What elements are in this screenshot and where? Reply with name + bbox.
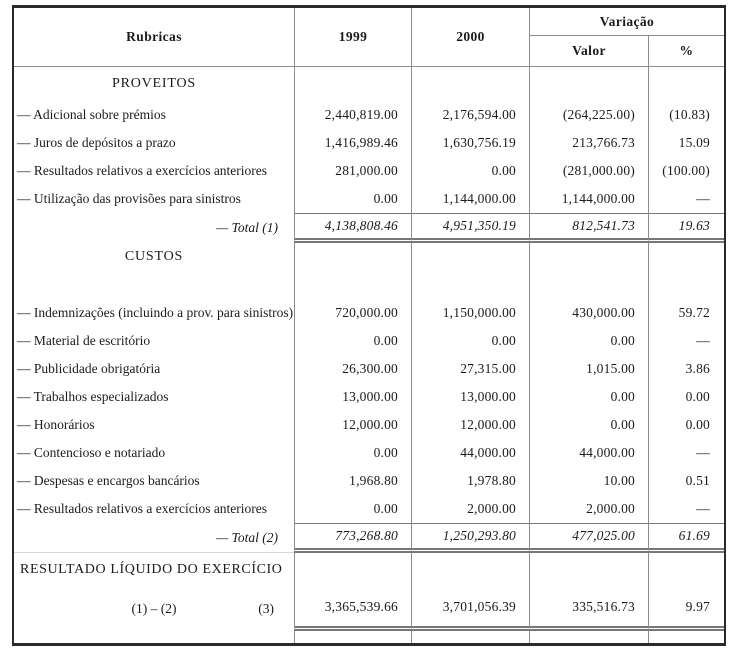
table-row — [14, 101, 724, 129]
variacao-pct: 19.63 — [648, 213, 724, 243]
table-row — [14, 355, 724, 383]
value-1999: 12,000.00 — [294, 411, 411, 439]
result-formula-cell — [14, 587, 294, 631]
rubrica-label: — Resultados relativos a exercícios anteriores — [17, 501, 268, 516]
table-header — [14, 8, 724, 67]
variacao-valor: 0.00 — [529, 383, 648, 411]
result-title: RESULTADO LÍQUIDO DO EXERCÍCIO — [20, 562, 283, 577]
variacao-pct: 9.97 — [648, 587, 724, 631]
variacao-pct: — — [648, 327, 724, 355]
rubrica-label: — Indemnizações (incluindo a prov. para sinistros) — [17, 305, 294, 320]
value-1999: 26,300.00 — [294, 355, 411, 383]
variacao-pct: — — [648, 185, 724, 213]
rubrica-label: — Resultados relativos a exercícios anteriores — [17, 163, 268, 178]
variacao-pct: (10.83) — [648, 101, 724, 129]
empty-cell — [294, 243, 411, 299]
variacao-valor: 213,766.73 — [529, 129, 648, 157]
total-label: — Total (2) — [14, 523, 294, 553]
value-2000: 1,630,756.19 — [411, 129, 529, 157]
variacao-valor: 430,000.00 — [529, 299, 648, 327]
section-title-cell — [14, 67, 294, 101]
variacao-valor: 1,144,000.00 — [529, 185, 648, 213]
total-row-1 — [14, 213, 724, 243]
value-2000: 0.00 — [411, 327, 529, 355]
empty-cell — [294, 67, 411, 101]
result-ref: (3) — [258, 601, 274, 616]
variacao-valor: 0.00 — [529, 327, 648, 355]
value-2000: 2,176,594.00 — [411, 101, 529, 129]
variacao-pct: 61.69 — [648, 523, 724, 553]
value-2000: 1,250,293.80 — [411, 523, 529, 553]
variacao-valor: (281,000.00) — [529, 157, 648, 185]
financial-table — [12, 5, 726, 646]
empty-cell — [14, 631, 294, 643]
value-2000: 3,701,056.39 — [411, 587, 529, 631]
rubrica-label: — Honorários — [17, 417, 95, 432]
value-2000: 1,978.80 — [411, 467, 529, 495]
col-header-rubricas: Rubricas — [126, 29, 182, 44]
value-1999: 13,000.00 — [294, 383, 411, 411]
variacao-pct: 3.86 — [648, 355, 724, 383]
rubrica-label: — Material de escritório — [17, 333, 151, 348]
rubrica-label: — Utilização das provisões para sinistros — [17, 191, 241, 206]
empty-cell — [529, 631, 648, 643]
value-2000: 4,951,350.19 — [411, 213, 529, 243]
value-2000: 1,150,000.00 — [411, 299, 529, 327]
variacao-pct: 59.72 — [648, 299, 724, 327]
variacao-pct: 15.09 — [648, 129, 724, 157]
value-1999: 281,000.00 — [294, 157, 411, 185]
empty-cell — [411, 243, 529, 299]
variacao-pct: 0.51 — [648, 467, 724, 495]
value-2000: 27,315.00 — [411, 355, 529, 383]
table-row — [14, 299, 724, 327]
rubrica-label: — Trabalhos especializados — [17, 389, 169, 404]
table-row — [14, 185, 724, 213]
value-1999: 773,268.80 — [294, 523, 411, 553]
table-row — [14, 495, 724, 523]
value-1999: 0.00 — [294, 439, 411, 467]
section-title-cell — [14, 243, 294, 299]
empty-cell — [411, 631, 529, 643]
col-header-pct: % — [648, 36, 724, 66]
value-2000: 12,000.00 — [411, 411, 529, 439]
col-header-1999: 1999 — [294, 8, 411, 66]
result-title-row — [14, 553, 724, 587]
rubrica-label: — Adicional sobre prémios — [17, 107, 166, 122]
value-2000: 0.00 — [411, 157, 529, 185]
col-header-variacao: Variação — [529, 8, 724, 36]
value-1999: 3,365,539.66 — [294, 587, 411, 631]
value-1999: 0.00 — [294, 185, 411, 213]
empty-cell — [411, 67, 529, 101]
variacao-pct: (100.00) — [648, 157, 724, 185]
value-1999: 2,440,819.00 — [294, 101, 411, 129]
value-1999: 0.00 — [294, 327, 411, 355]
empty-cell — [411, 553, 529, 587]
empty-cell — [648, 631, 724, 643]
section-row-proveitos — [14, 67, 724, 101]
variacao-valor: 2,000.00 — [529, 495, 648, 523]
section-row-custos — [14, 243, 724, 299]
empty-cell — [648, 67, 724, 101]
value-2000: 44,000.00 — [411, 439, 529, 467]
bottom-spacer-row — [14, 631, 724, 643]
value-1999: 1,416,989.46 — [294, 129, 411, 157]
value-1999: 720,000.00 — [294, 299, 411, 327]
value-2000: 13,000.00 — [411, 383, 529, 411]
section-title: CUSTOS — [124, 249, 184, 264]
rubrica-label: — Publicidade obrigatória — [17, 361, 161, 376]
table-row — [14, 439, 724, 467]
table-row — [14, 327, 724, 355]
variacao-valor: 812,541.73 — [529, 213, 648, 243]
empty-cell — [529, 553, 648, 587]
variacao-pct: 0.00 — [648, 383, 724, 411]
result-values-row — [14, 587, 724, 631]
table-row — [14, 467, 724, 495]
value-2000: 2,000.00 — [411, 495, 529, 523]
empty-cell — [529, 243, 648, 299]
value-2000: 1,144,000.00 — [411, 185, 529, 213]
variacao-valor: 477,025.00 — [529, 523, 648, 553]
empty-cell — [648, 553, 724, 587]
value-1999: 1,968.80 — [294, 467, 411, 495]
rubrica-label: — Contencioso e notariado — [17, 445, 166, 460]
variacao-valor: 335,516.73 — [529, 587, 648, 631]
value-1999: 4,138,808.46 — [294, 213, 411, 243]
col-header-2000: 2000 — [411, 8, 529, 66]
variacao-valor: 1,015.00 — [529, 355, 648, 383]
variacao-pct: — — [648, 439, 724, 467]
table-row — [14, 157, 724, 185]
variacao-valor: 44,000.00 — [529, 439, 648, 467]
col-header-valor: Valor — [529, 36, 648, 66]
variacao-pct: 0.00 — [648, 411, 724, 439]
variacao-valor: 10.00 — [529, 467, 648, 495]
variacao-valor: 0.00 — [529, 411, 648, 439]
value-1999: 0.00 — [294, 495, 411, 523]
table-row — [14, 411, 724, 439]
section-title: PROVEITOS — [112, 76, 196, 91]
empty-cell — [648, 243, 724, 299]
variacao-pct: — — [648, 495, 724, 523]
rubrica-label: — Juros de depósitos a prazo — [17, 135, 176, 150]
rubrica-label: — Despesas e encargos bancários — [17, 473, 200, 488]
empty-cell — [529, 67, 648, 101]
total-row-2 — [14, 523, 724, 553]
empty-cell — [294, 553, 411, 587]
table-row — [14, 129, 724, 157]
result-formula: (1) – (2) — [131, 601, 177, 616]
table-row — [14, 383, 724, 411]
empty-cell — [294, 631, 411, 643]
total-label: — Total (1) — [216, 220, 278, 235]
variacao-valor: (264,225.00) — [529, 101, 648, 129]
